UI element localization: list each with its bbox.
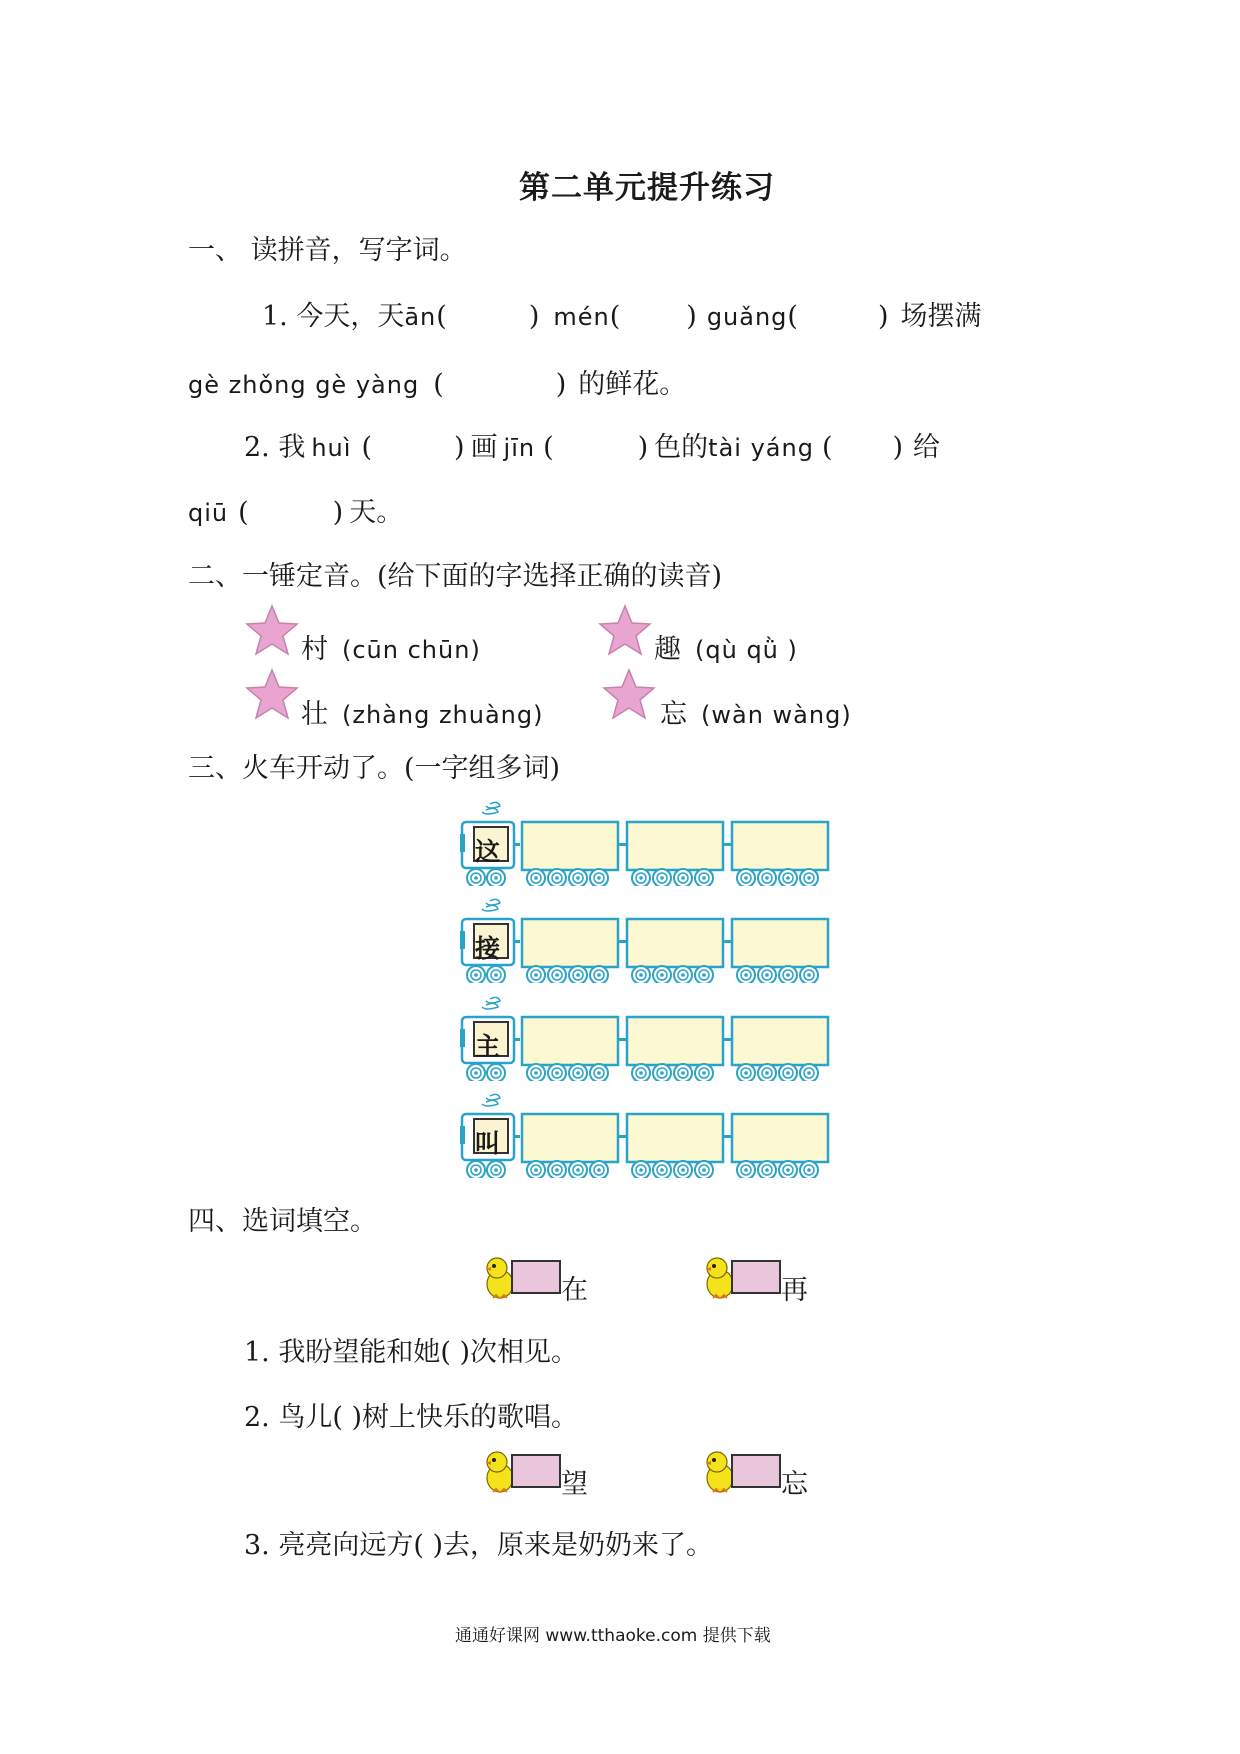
tone-options[interactable]: (zhàng zhuàng) [342,701,544,729]
tone-char: 村 [301,634,328,665]
word-option-wang-forget[interactable]: 忘 [781,1469,808,1500]
pinyin-guang: guǎng [706,303,788,331]
word-option-zai[interactable]: 在 [561,1275,588,1306]
train-character: 这 [475,837,501,866]
paren-close: ) [892,432,904,463]
paren-close: ) [637,432,649,463]
q2-hua: 画 [470,432,498,463]
fill-question-3: 3. 亮亮向远方( )去，原来是奶奶来了。 [244,1530,713,1561]
tone-item-1 [301,627,481,666]
pinyin-men: mén [553,303,610,331]
paren-close: ) [877,301,889,332]
train-3 [460,995,840,1081]
question-1-line-1 [262,294,982,333]
tone-options[interactable]: (cūn chūn) [342,636,481,664]
train-character: 主 [475,1032,501,1061]
tone-item-3 [301,692,544,731]
paren-close: ) [555,369,567,400]
pinyin-hui: huì [311,434,352,462]
tone-options[interactable]: (wàn wàng) [701,701,852,729]
word-option-zai-again[interactable]: 再 [781,1275,808,1306]
train-1 [460,800,840,886]
train-character: 叫 [475,1129,501,1158]
page-title: 第二单元提升练习 [519,170,775,206]
q2-line2-tail: 天。 [349,497,404,528]
word-option-wang[interactable]: 望 [561,1469,588,1500]
train-4 [460,1092,840,1178]
star-icon [598,604,652,656]
pinyin-tian: ān [404,303,437,331]
fill-question-1: 1. 我盼望能和她( )次相见。 [244,1337,578,1368]
section-3-heading: 三、火车开动了。(一字组多词) [188,753,561,784]
tone-char: 忘 [660,699,687,730]
paren-open: ( [361,432,372,463]
pinyin-qiu: qiū [188,499,229,527]
star-icon [245,604,299,656]
paren-open: ( [821,432,833,463]
paren-open: ( [433,369,444,400]
paren-close: ) [686,301,697,332]
tone-options[interactable]: (qù qǜ ) [695,636,798,664]
word-choice-box[interactable] [511,1454,561,1488]
paren-close: ) [528,301,540,332]
question-2-line-2 [188,490,403,529]
section-1-heading: 一、 读拼音，写字词。 [188,235,467,266]
q1-tail: 场摆满 [900,301,982,332]
q2-gei: 给 [913,432,941,463]
train-character: 接 [475,934,501,963]
word-choice-box[interactable] [731,1260,781,1294]
question-1-line-2 [188,362,686,401]
q1-line2-tail: 的鲜花。 [578,369,687,400]
q2-sede: 色的 [654,432,709,463]
question-2-line-1 [244,425,940,464]
section-4-heading: 四、选词填空。 [188,1206,377,1237]
train-2 [460,897,840,983]
section-2-heading: 二、一锤定音。(给下面的字选择正确的读音) [188,561,723,592]
paren-close: ) [332,497,344,528]
tone-char: 趣 [654,634,681,665]
star-icon [602,668,656,720]
paren-open: ( [543,432,554,463]
paren-open: ( [238,497,249,528]
word-choice-box[interactable] [511,1260,561,1294]
q2-lead: 2. 我 [244,432,306,463]
tone-item-2 [654,627,798,666]
q1-lead: 1. 今天，天 [262,301,405,332]
pinyin-gezhonggeyang: gè zhǒng gè yàng [188,371,420,399]
tone-char: 壮 [301,699,328,730]
paren-open: ( [609,301,621,332]
paren-open: ( [787,301,798,332]
fill-question-2: 2. 鸟儿( )树上快乐的歌唱。 [244,1402,578,1433]
pinyin-jin: jīn [503,434,536,462]
pinyin-taiyang: tài yáng [708,434,814,462]
paren-open: ( [436,301,447,332]
footer-source: 通通好课网 www.tthaoke.com 提供下载 [455,1626,771,1646]
paren-close: ) [453,432,465,463]
tone-item-4 [660,692,852,731]
star-icon [245,668,299,720]
word-choice-box[interactable] [731,1454,781,1488]
